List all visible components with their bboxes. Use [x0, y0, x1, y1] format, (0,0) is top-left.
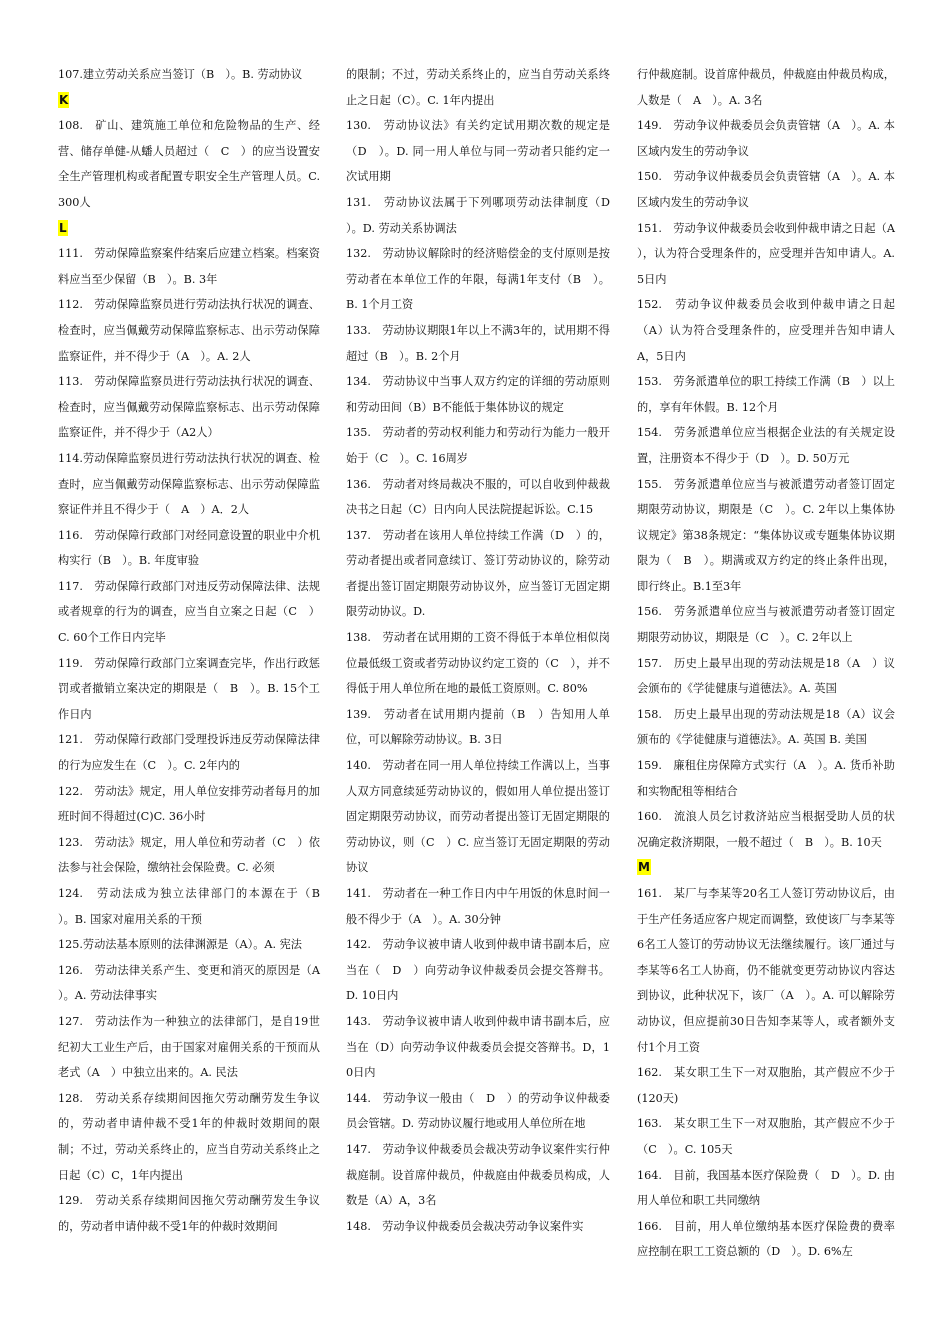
question-item: 131. 劳动协议法属于下列哪项劳动法律制度（D ）。D. 劳动关系协调法 — [346, 195, 622, 235]
question-item: 111. 劳动保障监察案件结案后应建立档案。档案资料应当至少保留（B ）。B. 3年 — [58, 247, 320, 286]
question-item: 162. 某女职工生下一对双胞胎，其产假应不少于(120天) — [637, 1066, 895, 1105]
section-letter-row — [58, 88, 320, 114]
question-item: 107.建立劳动关系应当签订（B ）。B. 劳动协议 — [58, 68, 303, 81]
question-item: 154. 劳务派遣单位应当根据企业法的有关规定设置，注册资本不得少于（D ）。D. 50万元 — [637, 426, 895, 465]
question-item: 119. 劳动保障行政部门立案调查完毕，作出行政惩罚或者撤销立案决定的期限是（ B ）。B. 15个工作日内 — [58, 656, 320, 721]
question-item: 148. 劳动争议仲裁委员会裁决劳动争议案件实 — [346, 1219, 584, 1233]
question-item: 114.劳动保障监察员进行劳动法执行状况的调查、检查时，应当佩戴劳动保障监察标志、出示劳动保障监察证件并且不得少于（ A ）A．2人 — [58, 451, 320, 517]
question-item: 125.劳动法基本原则的法律渊源是（A）。A. 宪法 — [58, 938, 302, 952]
question-item: 157. 历史上最早出现的劳动法规是18（A ）议会颁布的《学徒健康与道德法》。A. 英国 — [637, 656, 895, 696]
question-item: 124. 劳动法成为独立法律部门的本源在于（B ）。B. 国家对雇用关系的干预 — [58, 887, 332, 926]
column-1 — [58, 62, 332, 1239]
question-item: 129. 劳动关系存续期间因拖欠劳动酬劳发生争议的，劳动者申请仲裁不受1年的仲裁时效期间 — [58, 1194, 320, 1233]
column-3 — [637, 62, 907, 1265]
question-item: 153. 劳务派遣单位的职工持续工作满（B ）以上的，享有年休假。B. 12个月 — [637, 375, 895, 414]
question-item: 134. 劳动协议中当事人双方约定的详细的劳动原则和劳动田间（B）B不能低于集体协议的规定 — [346, 375, 610, 414]
question-item: 156. 劳务派遣单位应当与被派遣劳动者签订固定期限劳动协议，期限是（C ）。C. 2年以上 — [637, 605, 895, 645]
question-item: 113. 劳动保障监察员进行劳动法执行状况的调查、检查时，应当佩戴劳动保障监察标志、出示劳动保障监察证件，并不得少于（A2人） — [58, 375, 320, 440]
question-item: 112. 劳动保障监察员进行劳动法执行状况的调查、检查时，应当佩戴劳动保障监察标志、出示劳动保障监察证件，并不得少于（A ）。A. 2人 — [58, 298, 320, 363]
question-item: 159. 廉租住房保障方式实行（A ）。A. 货币补助和实物配租等相结合 — [637, 759, 895, 798]
question-item: 137. 劳动者在该用人单位持续工作满（D ）的，劳动者提出或者同意续订、签订劳动协议的，除劳动者提出签订固定期限劳动协议外，应当签订无固定期限劳动协议。D. — [346, 528, 610, 619]
section-letter-row — [637, 855, 895, 881]
question-item: 136. 劳动者对终局裁决不服的，可以自收到仲裁裁决书之日起（C）日内向人民法院提起诉讼。C.15 — [346, 477, 610, 517]
question-item: 150. 劳动争议仲裁委员会负责管辖（A ）。A. 本区域内发生的劳动争议 — [637, 170, 895, 209]
question-item: 149. 劳动争议仲裁委员会负责管辖（A ）。A. 本区域内发生的劳动争议 — [637, 119, 895, 158]
question-item: 160. 流浪人员乞讨救济站应当根据受助人员的状况确定救济期限，一般不超过（ B ）。B. 10天 — [637, 810, 895, 849]
question-item: 116. 劳动保障行政部门对经同意设置的职业中介机构实行（B ）。B. 年度审验 — [58, 528, 320, 568]
question-item: 151. 劳动争议仲裁委员会收到仲裁申请之日起（A ），认为符合受理条件的，应受理并告知申请人。A. 5日内 — [637, 221, 907, 286]
question-item: 126. 劳动法律关系产生、变更和消灭的原因是（A ）。A. 劳动法律事实 — [58, 963, 332, 1003]
section-letter: K — [59, 92, 69, 107]
question-item: 141. 劳动者在一种工作日内中午用饭的休息时间一般不得少于（A ）。A. 30分钟 — [346, 887, 610, 926]
question-item: 128. 劳动关系存续期间因拖欠劳动酬劳发生争议的，劳动者申请仲裁不受1年的仲裁时效期间的限制；不过，劳动关系终止的，应当自劳动关系终止之日起（C）C，1年内提出 — [58, 1091, 320, 1182]
question-item: 138. 劳动者在试用期的工资不得低于本单位相似岗位最低级工资或者劳动协议约定工资的（C ），并不得低于用人单位所在地的最低工资原则。C. 80% — [346, 631, 610, 696]
question-item: 164. 目前，我国基本医疗保险费（ D ）。D. 由用人单位和职工共同缴纳 — [637, 1168, 895, 1208]
question-item: 121. 劳动保障行政部门受理投诉违反劳动保障法律的行为应发生在（C ）。C. 2年内的 — [58, 733, 320, 773]
question-item: 133. 劳动协议期限1年以上不满3年的，试用期不得超过（B ）。B. 2个月 — [346, 323, 610, 363]
question-item: 127. 劳动法作为一种独立的法律部门，是自19世纪初大工业生产后，由于国家对雇佣关系的干预而从老式（A ）中独立出来的。A. 民法 — [58, 1014, 320, 1080]
question-item: 142. 劳动争议被申请人收到仲裁申请书副本后，应当在（ D ）向劳动争议仲裁委员会提交答辩书。D. 10日内 — [346, 938, 610, 1003]
question-item: 122. 劳动法》规定，用人单位安排劳动者每月的加班时间不得超过(C)C. 36小时 — [58, 784, 320, 824]
question-item: 143. 劳动争议被申请人收到仲裁申请书副本后，应当在（D）向劳动争议仲裁委员会提交答辩书。D，10日内 — [346, 1014, 610, 1080]
question-item: 123. 劳动法》规定，用人单位和劳动者（C ）依法参与社会保险，缴纳社会保险费。C. 必须 — [58, 835, 320, 875]
question-item: 140. 劳动者在同一用人单位持续工作满以上，当事人双方同意续延劳动协议的，假如用人单位提出签订固定期限劳动协议，而劳动者提出签订无固定期限的劳动协议，则（C ）C. 应当签订无固定期限的劳动协议 — [346, 759, 610, 875]
question-item: 152. 劳动争议仲裁委员会收到仲裁申请之日起（A）认为符合受理条件的，应受理并告知申请人A，5日内 — [637, 298, 895, 363]
section-letter-row — [58, 216, 320, 242]
question-item: 117. 劳动保障行政部门对违反劳动保障法律、法规或者规章的行为的调查，应当自立案之日起（C ）C. 60个工作日内完毕 — [58, 579, 320, 645]
question-item: 行仲裁庭制。设首席仲裁员，仲裁庭由仲裁员构成，人数是（ A ）。A. 3名 — [637, 68, 895, 107]
question-item: 108. 矿山、建筑施工单位和危险物品的生产、经营、储存单健-从蟠人员超过（ C ）的应当设置安全生产管理机构或者配置专职安全生产管理人员。C. 300人 — [58, 119, 320, 209]
question-item: 139. 劳动者在试用期内提前（B ）告知用人单位，可以解除劳动协议。B. 3日 — [346, 707, 610, 747]
question-item: 130. 劳动协议法》有关约定试用期次数的规定是（D ）。D. 同一用人单位与同一劳动者只能约定一次试用期 — [346, 119, 610, 184]
question-item: 163. 某女职工生下一对双胞胎，其产假应不少于（C ）。C. 105天 — [637, 1117, 895, 1156]
question-item: 158. 历史上最早出现的劳动法规是18（A）议会颁布的《学徒健康与道德法》。A. 英国 B. 美国 — [637, 707, 895, 747]
section-letter: M — [638, 860, 650, 875]
question-item: 144. 劳动争议一般由（ D ）的劳动争议仲裁委员会管辖。D. 劳动协议履行地或用人单位所在地 — [346, 1091, 610, 1131]
question-item: 147. 劳动争议仲裁委员会裁决劳动争议案件实行仲裁庭制。设首席仲裁员，仲裁庭由仲裁委员构成，人数是（A）A，3名 — [346, 1142, 610, 1208]
question-item: 166. 目前，用人单位缴纳基本医疗保险费的费率应控制在职工工资总额的（D ）。D. 6%左 — [637, 1219, 895, 1259]
section-letter: L — [59, 220, 67, 235]
question-item: 161. 某厂与李某等20名工人签订劳动协议后，由于生产任务适应客户规定而调整，致使该厂与李某等6名工人签订的劳动协议无法继续履行。该厂通过与李某等6名工人协商，仍不能就变更劳动协议内容达到协议，此种状况下，该厂（A ）。A. 可以解除劳动协议，但应提前30日告知李某等人，或者额外支付1个月工资 — [637, 887, 895, 1054]
question-item: 的限制；不过，劳动关系终止的，应当自劳动关系终止之日起（C）。C. 1年内提出 — [346, 68, 610, 107]
question-item: 155. 劳务派遣单位应当与被派遣劳动者签订固定期限劳动协议，期限是（C ）。C. 2年以上集体协议规定》第38条规定：“集体协议或专题集体协议期限为（ B ）。期满或双方约定的终止条件出现，即行终止。B.1至3年 — [637, 477, 895, 593]
column-2 — [346, 62, 622, 1239]
question-item: 135. 劳动者的劳动权利能力和劳动行为能力一般开始于（C ）。C. 16周岁 — [346, 426, 610, 465]
question-item: 132. 劳动协议解除时的经济赔偿金的支付原则是按劳动者在本单位工作的年限，每满1年支付（B ）。B. 1个月工资 — [346, 247, 610, 312]
